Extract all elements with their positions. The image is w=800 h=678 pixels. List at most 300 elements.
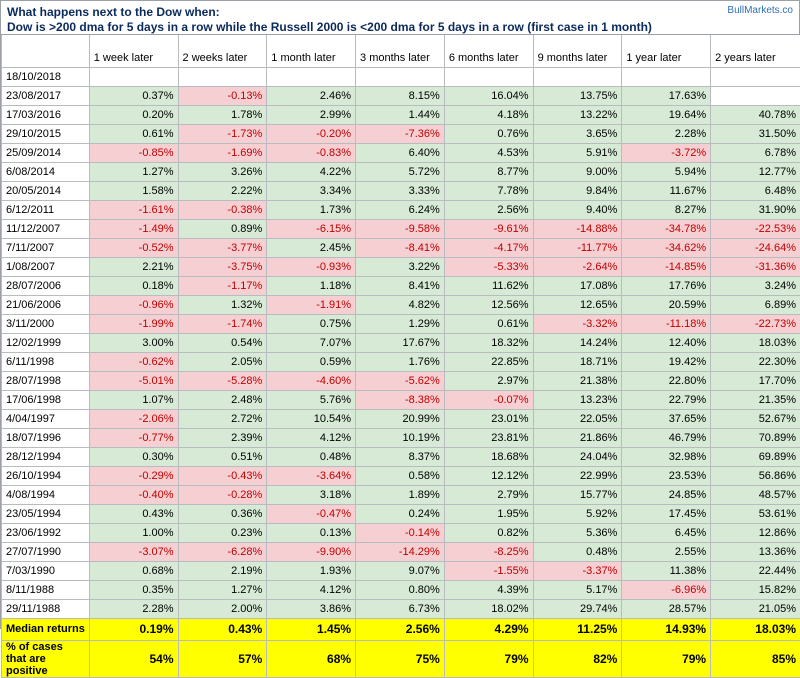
return-cell: -3.37%	[533, 561, 622, 580]
return-cell: 7.78%	[444, 181, 533, 200]
table-row	[2, 181, 800, 200]
return-cell: 19.64%	[622, 105, 711, 124]
return-cell: 6.73%	[356, 599, 445, 618]
return-cell: 6.89%	[711, 295, 800, 314]
return-cell: 2.22%	[178, 181, 267, 200]
return-cell	[444, 67, 533, 86]
return-cell: 0.68%	[89, 561, 178, 580]
table-row	[2, 466, 800, 485]
return-cell: -14.88%	[533, 219, 622, 238]
return-cell: 6.24%	[356, 200, 445, 219]
return-cell: 0.43%	[89, 504, 178, 523]
table-row	[2, 599, 800, 618]
return-cell: -7.36%	[356, 124, 445, 143]
return-cell: 0.51%	[178, 447, 267, 466]
column-header-3: 1 month later	[267, 35, 356, 67]
table-row	[2, 86, 800, 105]
return-cell: 10.19%	[356, 428, 445, 447]
return-cell: 13.22%	[533, 105, 622, 124]
return-cell: 1.58%	[89, 181, 178, 200]
return-cell: -0.93%	[267, 257, 356, 276]
column-header-6: 9 months later	[533, 35, 622, 67]
return-cell: 21.05%	[711, 599, 800, 618]
row-date: 28/07/2006	[2, 276, 90, 295]
return-cell: 0.82%	[444, 523, 533, 542]
table-row	[2, 67, 800, 86]
return-cell: 23.81%	[444, 428, 533, 447]
return-cell: -34.62%	[622, 238, 711, 257]
row-date: 4/08/1994	[2, 485, 90, 504]
return-cell	[267, 67, 356, 86]
return-cell: -0.83%	[267, 143, 356, 162]
row-date: 21/06/2006	[2, 295, 90, 314]
table-row	[2, 200, 800, 219]
return-cell: -0.13%	[178, 86, 267, 105]
return-cell: 40.78%	[711, 105, 800, 124]
return-cell: 5.17%	[533, 580, 622, 599]
summary-value: 85%	[711, 640, 800, 677]
return-cell: 22.99%	[533, 466, 622, 485]
table-row	[2, 390, 800, 409]
row-date: 12/02/1999	[2, 333, 90, 352]
return-cell: 15.77%	[533, 485, 622, 504]
return-cell: 31.90%	[711, 200, 800, 219]
row-date: 23/05/1994	[2, 504, 90, 523]
return-cell: 0.61%	[444, 314, 533, 333]
return-cell: 24.04%	[533, 447, 622, 466]
return-cell: 0.58%	[356, 466, 445, 485]
return-cell: 3.22%	[356, 257, 445, 276]
return-cell: 1.89%	[356, 485, 445, 504]
return-cell: 53.61%	[711, 504, 800, 523]
return-cell: 0.37%	[89, 86, 178, 105]
return-cell: 15.82%	[711, 580, 800, 599]
return-cell: 48.57%	[711, 485, 800, 504]
return-cell: 9.00%	[533, 162, 622, 181]
return-cell: 21.35%	[711, 390, 800, 409]
return-cell: -8.38%	[356, 390, 445, 409]
return-cell: 0.59%	[267, 352, 356, 371]
return-cell: 0.75%	[267, 314, 356, 333]
summary-value: 0.19%	[89, 618, 178, 640]
return-cell: 10.54%	[267, 409, 356, 428]
return-cell: 18.03%	[711, 333, 800, 352]
return-cell: -11.18%	[622, 314, 711, 333]
return-cell: 4.39%	[444, 580, 533, 599]
return-cell: 24.85%	[622, 485, 711, 504]
return-cell: 2.28%	[89, 599, 178, 618]
return-cell: 17.63%	[622, 86, 711, 105]
return-cell: 2.19%	[178, 561, 267, 580]
return-cell: -0.40%	[89, 485, 178, 504]
return-cell: 0.30%	[89, 447, 178, 466]
return-cell: -1.55%	[444, 561, 533, 580]
return-cell: -0.62%	[89, 352, 178, 371]
return-cell: 56.86%	[711, 466, 800, 485]
return-cell: 0.76%	[444, 124, 533, 143]
summary-value: 1.45%	[267, 618, 356, 640]
table-row	[2, 542, 800, 561]
table-row	[2, 580, 800, 599]
return-cell: 11.62%	[444, 276, 533, 295]
header-line-2: Dow is >200 dma for 5 days in a row while the Russell 2000 is <200 dma for 5 days in a row (first case in 1 month)	[7, 20, 793, 35]
return-cell: 1.18%	[267, 276, 356, 295]
return-cell: 21.86%	[533, 428, 622, 447]
row-date: 1/08/2007	[2, 257, 90, 276]
return-cell: 18.02%	[444, 599, 533, 618]
return-cell: -0.20%	[267, 124, 356, 143]
row-date: 6/08/2014	[2, 162, 90, 181]
header-line-1: What happens next to the Dow when:	[7, 5, 793, 20]
return-cell: 46.79%	[622, 428, 711, 447]
return-cell: 3.86%	[267, 599, 356, 618]
row-date: 23/06/1992	[2, 523, 90, 542]
return-cell: 0.48%	[533, 542, 622, 561]
return-cell: 4.82%	[356, 295, 445, 314]
return-cell: 1.76%	[356, 352, 445, 371]
return-cell: 17.76%	[622, 276, 711, 295]
return-cell: 1.27%	[178, 580, 267, 599]
return-cell: -3.75%	[178, 257, 267, 276]
return-cell: 22.79%	[622, 390, 711, 409]
return-cell: 1.27%	[89, 162, 178, 181]
return-cell: 4.18%	[444, 105, 533, 124]
table-row	[2, 447, 800, 466]
table-row	[2, 333, 800, 352]
return-cell: -0.07%	[444, 390, 533, 409]
table-body	[2, 67, 800, 677]
row-date: 4/04/1997	[2, 409, 90, 428]
return-cell	[711, 67, 800, 86]
return-cell: -1.99%	[89, 314, 178, 333]
summary-value: 79%	[444, 640, 533, 677]
row-date: 18/10/2018	[2, 67, 90, 86]
return-cell: 9.84%	[533, 181, 622, 200]
return-cell: 3.34%	[267, 181, 356, 200]
return-cell: 5.91%	[533, 143, 622, 162]
return-cell: 70.89%	[711, 428, 800, 447]
column-header-2: 2 weeks later	[178, 35, 267, 67]
return-cell: -5.33%	[444, 257, 533, 276]
return-cell: -6.15%	[267, 219, 356, 238]
column-header-1: 1 week later	[89, 35, 178, 67]
return-cell: 31.50%	[711, 124, 800, 143]
return-cell: 4.12%	[267, 428, 356, 447]
return-cell: 2.97%	[444, 371, 533, 390]
column-header-8: 2 years later	[711, 35, 800, 67]
return-cell: -14.85%	[622, 257, 711, 276]
return-cell: -34.78%	[622, 219, 711, 238]
return-cell: 0.89%	[178, 219, 267, 238]
row-date: 26/10/1994	[2, 466, 90, 485]
return-cell	[356, 67, 445, 86]
return-cell: 17.70%	[711, 371, 800, 390]
return-cell: 5.36%	[533, 523, 622, 542]
return-cell: 32.98%	[622, 447, 711, 466]
return-cell: 23.53%	[622, 466, 711, 485]
return-cell: -9.58%	[356, 219, 445, 238]
return-cell: 13.23%	[533, 390, 622, 409]
summary-value: 57%	[178, 640, 267, 677]
summary-value: 75%	[356, 640, 445, 677]
return-cell: -0.47%	[267, 504, 356, 523]
return-cell: 12.77%	[711, 162, 800, 181]
return-cell: 6.45%	[622, 523, 711, 542]
return-cell: 13.36%	[711, 542, 800, 561]
table-row	[2, 428, 800, 447]
return-cell: 2.45%	[267, 238, 356, 257]
row-date: 3/11/2000	[2, 314, 90, 333]
return-cell: -24.64%	[711, 238, 800, 257]
return-cell: 4.53%	[444, 143, 533, 162]
return-cell: 17.45%	[622, 504, 711, 523]
row-date: 7/03/1990	[2, 561, 90, 580]
summary-value: 68%	[267, 640, 356, 677]
return-cell: -22.53%	[711, 219, 800, 238]
return-cell: -1.69%	[178, 143, 267, 162]
return-cell: -5.01%	[89, 371, 178, 390]
return-cell: 0.61%	[89, 124, 178, 143]
return-cell: 12.12%	[444, 466, 533, 485]
column-header-7: 1 year later	[622, 35, 711, 67]
return-cell: -5.62%	[356, 371, 445, 390]
return-cell: 5.94%	[622, 162, 711, 181]
summary-value: 18.03%	[711, 618, 800, 640]
return-cell: -0.96%	[89, 295, 178, 314]
return-cell: 2.21%	[89, 257, 178, 276]
table-row	[2, 314, 800, 333]
return-cell: -0.85%	[89, 143, 178, 162]
return-cell: 1.73%	[267, 200, 356, 219]
row-date: 29/11/1988	[2, 599, 90, 618]
return-cell: -0.29%	[89, 466, 178, 485]
table-row	[2, 124, 800, 143]
return-cell: -22.73%	[711, 314, 800, 333]
return-cell: -1.49%	[89, 219, 178, 238]
return-cell: 5.92%	[533, 504, 622, 523]
return-cell: 52.67%	[711, 409, 800, 428]
return-cell: -4.17%	[444, 238, 533, 257]
return-cell: -3.64%	[267, 466, 356, 485]
return-cell: 37.65%	[622, 409, 711, 428]
summary-label: % of cases that are positive	[2, 640, 90, 677]
summary-value: 11.25%	[533, 618, 622, 640]
summary-value: 79%	[622, 640, 711, 677]
return-cell	[711, 86, 800, 105]
return-cell: 6.48%	[711, 181, 800, 200]
return-cell: 21.38%	[533, 371, 622, 390]
return-cell: 22.80%	[622, 371, 711, 390]
return-cell: 12.65%	[533, 295, 622, 314]
return-cell: -0.38%	[178, 200, 267, 219]
return-cell: 22.30%	[711, 352, 800, 371]
return-cell: -8.41%	[356, 238, 445, 257]
return-cell: -2.06%	[89, 409, 178, 428]
return-cell: 0.13%	[267, 523, 356, 542]
table-header-row	[2, 35, 800, 67]
return-cell: 2.46%	[267, 86, 356, 105]
return-cell: 3.24%	[711, 276, 800, 295]
return-cell: 3.65%	[533, 124, 622, 143]
return-cell: 9.07%	[356, 561, 445, 580]
return-cell: 4.12%	[267, 580, 356, 599]
return-cell	[533, 67, 622, 86]
summary-value: 2.56%	[356, 618, 445, 640]
return-cell: 2.56%	[444, 200, 533, 219]
chart-header	[1, 1, 799, 35]
return-cell: 3.26%	[178, 162, 267, 181]
return-cell: 1.93%	[267, 561, 356, 580]
table-row	[2, 276, 800, 295]
row-date: 25/09/2014	[2, 143, 90, 162]
row-date: 17/03/2016	[2, 105, 90, 124]
percent-positive-row	[2, 640, 800, 677]
return-cell: 20.59%	[622, 295, 711, 314]
return-cell: -1.91%	[267, 295, 356, 314]
return-cell: 0.23%	[178, 523, 267, 542]
table-row	[2, 352, 800, 371]
return-cell: 1.29%	[356, 314, 445, 333]
return-cell: 1.07%	[89, 390, 178, 409]
return-cell: 2.55%	[622, 542, 711, 561]
return-cell: 12.56%	[444, 295, 533, 314]
table-row	[2, 238, 800, 257]
return-cell: 18.71%	[533, 352, 622, 371]
return-cell: -0.28%	[178, 485, 267, 504]
return-cell: 2.72%	[178, 409, 267, 428]
table-row	[2, 523, 800, 542]
return-cell: 20.99%	[356, 409, 445, 428]
return-cell: 23.01%	[444, 409, 533, 428]
table-row	[2, 371, 800, 390]
summary-value: 4.29%	[444, 618, 533, 640]
return-cell: 3.33%	[356, 181, 445, 200]
return-cell: 17.67%	[356, 333, 445, 352]
return-cell: -3.77%	[178, 238, 267, 257]
row-date: 7/11/2007	[2, 238, 90, 257]
return-cell: 18.32%	[444, 333, 533, 352]
table-row	[2, 295, 800, 314]
return-cell: 11.67%	[622, 181, 711, 200]
return-cell: 2.00%	[178, 599, 267, 618]
column-header-4: 3 months later	[356, 35, 445, 67]
return-cell: 14.24%	[533, 333, 622, 352]
return-cell: 0.80%	[356, 580, 445, 599]
summary-value: 82%	[533, 640, 622, 677]
return-cell: 22.85%	[444, 352, 533, 371]
return-cell: -9.90%	[267, 542, 356, 561]
row-date: 27/07/1990	[2, 542, 90, 561]
return-cell: 0.35%	[89, 580, 178, 599]
return-cell: 8.77%	[444, 162, 533, 181]
return-cell: 5.76%	[267, 390, 356, 409]
table-row	[2, 485, 800, 504]
table-row	[2, 143, 800, 162]
return-cell: 4.22%	[267, 162, 356, 181]
brand-label: BullMarkets.co	[727, 5, 793, 16]
return-cell: -5.28%	[178, 371, 267, 390]
row-date: 8/11/1988	[2, 580, 90, 599]
return-cell: -0.43%	[178, 466, 267, 485]
column-header-5: 6 months later	[444, 35, 533, 67]
summary-value: 14.93%	[622, 618, 711, 640]
return-cell: 8.15%	[356, 86, 445, 105]
return-cell: -3.72%	[622, 143, 711, 162]
return-cell: 28.57%	[622, 599, 711, 618]
table-row	[2, 257, 800, 276]
return-cell: 19.42%	[622, 352, 711, 371]
return-cell: 2.28%	[622, 124, 711, 143]
return-cell	[89, 67, 178, 86]
row-date: 6/12/2011	[2, 200, 90, 219]
row-date: 6/11/1998	[2, 352, 90, 371]
median-returns-row	[2, 618, 800, 640]
return-cell: 8.37%	[356, 447, 445, 466]
return-cell: 1.44%	[356, 105, 445, 124]
return-cell: 1.00%	[89, 523, 178, 542]
return-cell: -1.61%	[89, 200, 178, 219]
row-date: 20/05/2014	[2, 181, 90, 200]
return-cell: -4.60%	[267, 371, 356, 390]
return-cell: -2.64%	[533, 257, 622, 276]
return-cell: -0.14%	[356, 523, 445, 542]
return-cell: -1.74%	[178, 314, 267, 333]
return-cell: -0.77%	[89, 428, 178, 447]
table-row	[2, 561, 800, 580]
return-cell: 0.20%	[89, 105, 178, 124]
return-cell: 8.41%	[356, 276, 445, 295]
return-cell: 3.00%	[89, 333, 178, 352]
return-cell: 2.99%	[267, 105, 356, 124]
return-cell: -0.52%	[89, 238, 178, 257]
return-cell: 0.18%	[89, 276, 178, 295]
return-cell	[178, 67, 267, 86]
return-cell: 29.74%	[533, 599, 622, 618]
return-cell: 0.54%	[178, 333, 267, 352]
table-row	[2, 219, 800, 238]
return-cell: 2.05%	[178, 352, 267, 371]
row-date: 23/08/2017	[2, 86, 90, 105]
return-cell: -1.17%	[178, 276, 267, 295]
return-cell: 3.18%	[267, 485, 356, 504]
return-cell: 2.48%	[178, 390, 267, 409]
return-cell: 0.36%	[178, 504, 267, 523]
return-cell: -3.32%	[533, 314, 622, 333]
return-cell: 12.86%	[711, 523, 800, 542]
table-row	[2, 105, 800, 124]
return-cell: -8.25%	[444, 542, 533, 561]
return-cell: -6.28%	[178, 542, 267, 561]
return-cell: 0.24%	[356, 504, 445, 523]
return-cell: 6.40%	[356, 143, 445, 162]
return-cell: -3.07%	[89, 542, 178, 561]
return-cell: -14.29%	[356, 542, 445, 561]
summary-value: 0.43%	[178, 618, 267, 640]
return-cell: 1.32%	[178, 295, 267, 314]
row-date: 29/10/2015	[2, 124, 90, 143]
return-cell: -11.77%	[533, 238, 622, 257]
return-cell: 22.05%	[533, 409, 622, 428]
return-cell: -9.61%	[444, 219, 533, 238]
summary-label: Median returns	[2, 618, 90, 640]
return-cell: 2.39%	[178, 428, 267, 447]
return-cell: 8.27%	[622, 200, 711, 219]
return-cell: 16.04%	[444, 86, 533, 105]
return-cell: -1.73%	[178, 124, 267, 143]
summary-value: 54%	[89, 640, 178, 677]
row-date: 28/07/1998	[2, 371, 90, 390]
return-cell: 1.78%	[178, 105, 267, 124]
